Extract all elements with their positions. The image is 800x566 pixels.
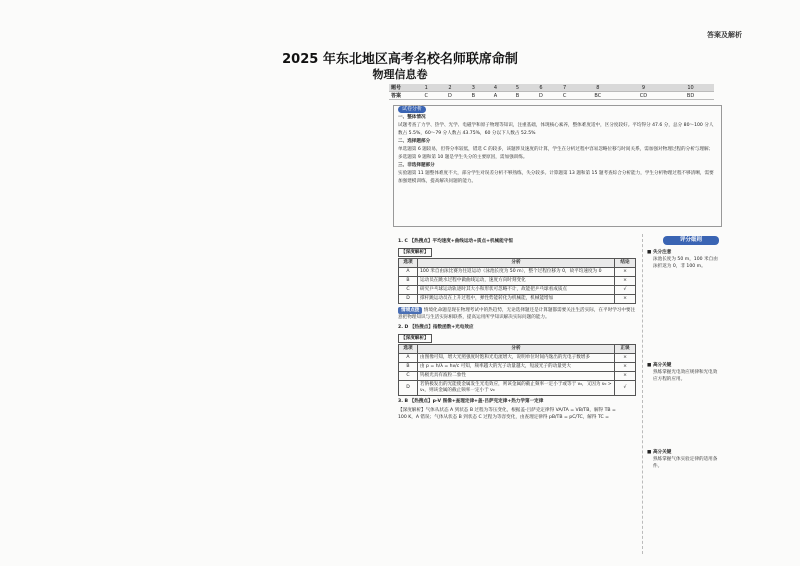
sidebar-item-text: 泳池长度为 50 m，100 米自由泳折返为 0，非 100 m。 [653, 257, 718, 269]
q1-note [398, 307, 636, 321]
table-row [399, 268, 636, 277]
answer-key-question-row [389, 84, 714, 92]
q1-header: 结论 [615, 259, 636, 268]
table-row [399, 277, 636, 286]
result-cell: × [615, 295, 636, 304]
result-cell: × [615, 277, 636, 286]
result-cell: × [615, 372, 636, 381]
analysis-cell: 钨极光具有波粒二象性 [418, 372, 615, 381]
corner-label: 答案及解析 [707, 31, 742, 39]
analysis-section-text: 实验题第 11 题整体难度不大，部分学生对误差分析不够熟练，失分较多。计算题第 13 题和第 15 题考查综合分析能力，学生分析物理过程不够清晰，需要加强建模训练，提高解决问题的能力。 [398, 171, 714, 184]
table-row [399, 295, 636, 304]
answer-key-q: 2 [438, 84, 463, 92]
answer-key-q: 3 [462, 84, 484, 92]
option-cell: A [399, 268, 418, 277]
answer-key-a: D [438, 92, 463, 100]
q1-table [398, 258, 636, 304]
answer-key-a: C [415, 92, 438, 100]
analysis-cell: 100 米自由泳比赛为往返运动（泳池长度为 50 m），整个过程位移为 0，故平均速度为 0 [418, 268, 615, 277]
answer-key-q-label: 题号 [389, 84, 415, 92]
answer-key-a: A [484, 92, 506, 100]
option-cell: B [399, 363, 418, 372]
q2-title: 2. D 【热搜点】指数函数+光电效应 [398, 325, 474, 330]
result-cell: × [615, 363, 636, 372]
option-cell: C [399, 286, 418, 295]
option-cell: D [399, 295, 418, 304]
q2-header: 正误 [615, 345, 636, 354]
result-cell: √ [615, 381, 636, 396]
answer-key-a: B [506, 92, 528, 100]
note-text: 情境化命题是现在物理考试中的热趋势，无论选择题还是计算题都需要关注生活实际，在平时学习中要注意把物理知识与生活实际相联系，提高运用所学知识解决实际问题的能力。 [398, 308, 636, 320]
q2-table [398, 344, 636, 396]
q1-header: 分析 [418, 259, 615, 268]
option-cell: D [399, 381, 418, 396]
sidebar-item-text: 熟练掌握气体实验定律的适用条件。 [653, 457, 718, 469]
answer-key-q: 10 [667, 84, 714, 92]
answer-key-a: BD [667, 92, 714, 100]
q3-title: 3. B 【热搜点】p-V 图像+查理定律+盖-吕萨克定律+热力学第一定律 [398, 399, 544, 404]
answer-key-q: 7 [553, 84, 576, 92]
answer-key-q: 1 [415, 84, 438, 92]
answer-key-q: 4 [484, 84, 506, 92]
analysis-cell: 由 p = h/λ = hν/c 可知，频率越大的光子动量越大，短波光子的动量更大 [418, 363, 615, 372]
answer-key-table [389, 84, 714, 100]
q2-label: 【深度解析】 [398, 334, 432, 343]
exam-analysis-badge: 试卷分析 [398, 106, 426, 113]
answer-key-a-label: 答案 [389, 92, 415, 100]
answer-key-q: 9 [620, 84, 667, 92]
exam-analysis-box [393, 105, 722, 227]
q3-line: 100 K，A 错误；气体从状态 B 到状态 C 过程为等容变化，由查理定律得 pB/TB = pC/TC，解得 TC = [398, 415, 609, 420]
solutions-column [398, 236, 636, 421]
option-cell: B [399, 277, 418, 286]
q1-title: 1. C 【热搜点】平均速度+曲线运动+质点+机械能守恒 [398, 239, 513, 244]
analysis-section-title: 三、非选择题部分 [398, 163, 435, 168]
note-tag: 情境点拨 [398, 307, 422, 314]
table-row [399, 354, 636, 363]
scoring-sidebar [642, 234, 723, 554]
sidebar-item-title: ■ 高分关键 [647, 363, 672, 368]
result-cell: × [615, 354, 636, 363]
analysis-cell: 撑杆跳运动员在上升过程中，弹性势能转化为机械能，机械能增加 [418, 295, 615, 304]
q2-header: 分析 [418, 345, 615, 354]
analysis-cell: 若钠极发出的光能使金属发生光电效应，则该金属的截止频率一定小于或等于 ν₀，又因为 ν₀ > ν₁，则该金属的截止频率一定小于 ν₀ [418, 381, 615, 396]
answer-key-a: D [529, 92, 554, 100]
answer-key-a: CD [620, 92, 667, 100]
table-row [399, 286, 636, 295]
analysis-cell: 运动员在跳水过程中做曲线运动，速度方向时刻变化 [418, 277, 615, 286]
analysis-cell: 由图像可知，增大光照强度时饱和光电流增大，说明单位时间内逸出的光电子数增多 [418, 354, 615, 363]
page-title: 2025 年东北地区高考名校名师联席命制 [282, 52, 518, 67]
q2-header: 选项 [399, 345, 418, 354]
scoring-banner: 评分细则 [663, 236, 719, 245]
q1-label: 【深度解析】 [398, 248, 432, 257]
analysis-section-title: 一、整体情况 [398, 115, 426, 120]
table-row [399, 381, 636, 396]
sidebar-item-title: ■ 高分关键 [647, 450, 672, 455]
q1-header: 选项 [399, 259, 418, 268]
answer-key-a: BC [576, 92, 620, 100]
option-cell: C [399, 372, 418, 381]
q3-line: 【深度解析】气体从状态 A 到状态 B 过程为等压变化，根据盖-吕萨克定律得 VA/TA = VB/TB，解得 TB = [398, 408, 616, 413]
result-cell: √ [615, 286, 636, 295]
answer-key-answer-row [389, 92, 714, 100]
page-subtitle: 物理信息卷 [372, 68, 428, 81]
option-cell: A [399, 354, 418, 363]
analysis-cell: 研究乒乓球运动轨迹时其大小和形状可忽略不计，故能把乒乓球看成质点 [418, 286, 615, 295]
result-cell: × [615, 268, 636, 277]
table-row [399, 372, 636, 381]
answer-key-a: C [553, 92, 576, 100]
answer-key-q: 5 [506, 84, 528, 92]
answer-key-q: 6 [529, 84, 554, 92]
analysis-section-text: 单选题第 6 题较易，但得分率较低，错选 C 的较多，该题涉及速度的计算，学生在分析过程中容易忽略位移与时间关系，需加强对物理过程的分析与理解；多选题第 9 题和第 10 题是学生失分的主要原因，需加强训练。 [398, 147, 714, 160]
answer-key-q: 8 [576, 84, 620, 92]
sidebar-item-text: 熟练掌握光电效应规律和光电效应方程的应用。 [653, 370, 718, 382]
table-row [399, 363, 636, 372]
analysis-section-title: 二、选择题部分 [398, 139, 431, 144]
answer-key-a: B [462, 92, 484, 100]
sidebar-item-title: ■ 失分注意 [647, 250, 672, 255]
analysis-section-text: 试题考查了力学、热学、光学、电磁学和原子物理等知识，注重基础，体现核心素养，整体难度适中，区分度较好。平均得分 47.6 分，总分 80～100 分人数占 5.5%，60～79 分人数占 43.75%，60 分以下人数占 52.5% [398, 123, 714, 136]
